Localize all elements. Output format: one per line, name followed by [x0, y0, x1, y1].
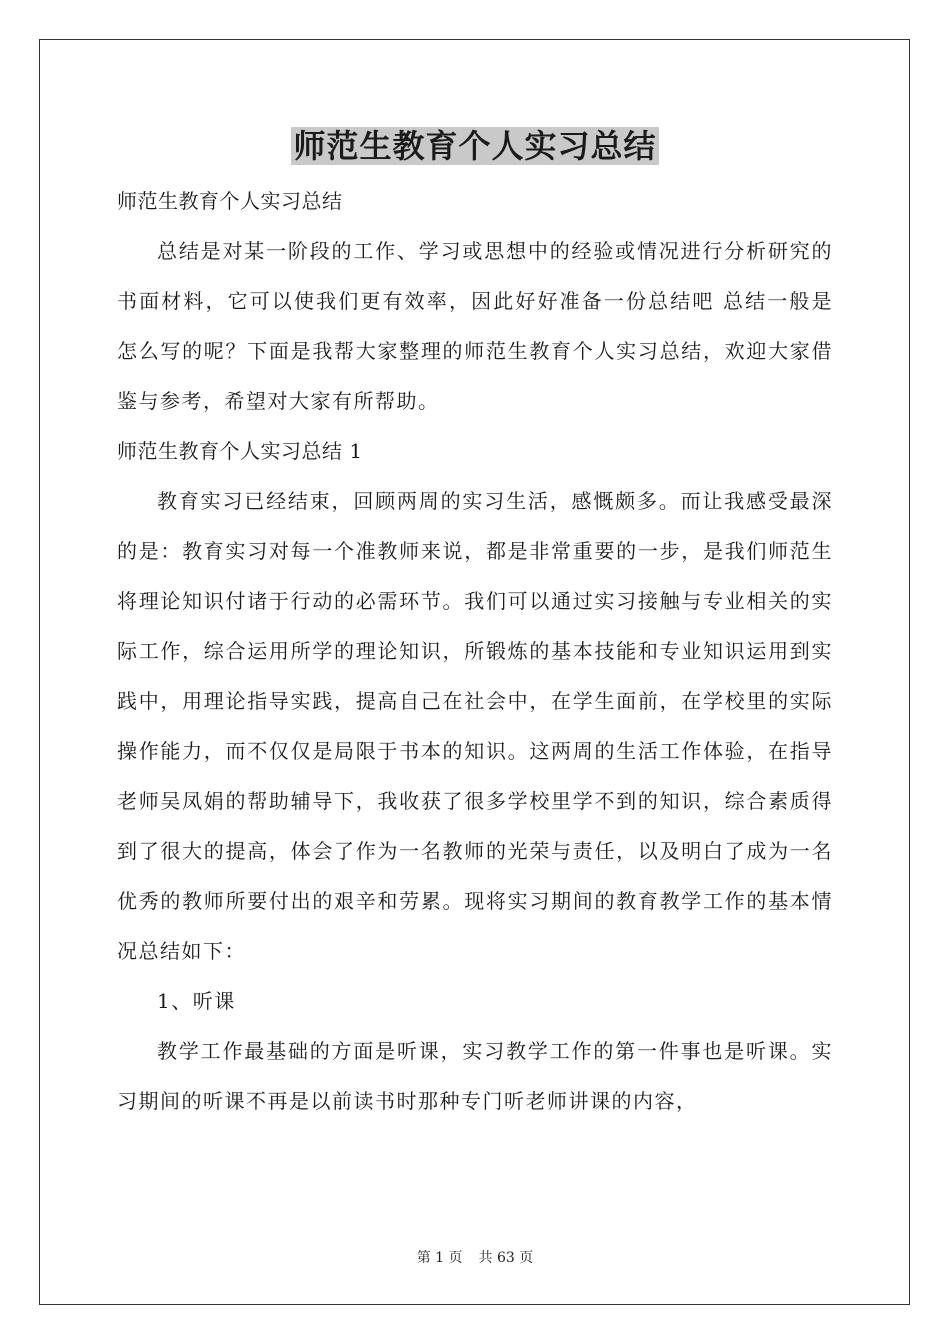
page-number: 第 1 页 — [416, 1250, 463, 1266]
item-paragraph: 教学工作最基础的方面是听课，实习教学工作的第一件事也是听课。实习期间的听课不再是以前读书时那种专门听老师讲课的内容， — [117, 1039, 833, 1113]
section-heading: 师范生教育个人实习总结 1 — [117, 439, 363, 463]
page-footer — [0, 1247, 950, 1267]
intro-paragraph: 总结是对某一阶段的工作、学习或思想中的经验或情况进行分析研究的书面材料，它可以使我们更有效率，因此好好准备一份总结吧 总结一般是怎么写的呢？下面是我帮大家整理的师范生教育个人实习总结，欢迎大家借鉴与参考，希望对大家有所帮助。 — [117, 239, 833, 413]
item-heading: 1、听课 — [157, 989, 236, 1013]
page-total: 共 63 页 — [478, 1250, 534, 1266]
document-title — [0, 124, 950, 168]
document-body — [117, 176, 833, 1126]
document-title-text: 师范生教育个人实习总结 — [293, 127, 657, 165]
document-subtitle: 师范生教育个人实习总结 — [117, 189, 343, 213]
section-paragraph: 教育实习已经结束，回顾两周的实习生活，感慨颇多。而让我感受最深的是：教育实习对每一个准教师来说，都是非常重要的一步，是我们师范生将理论知识付诸于行动的必需环节。我们可以通过实习接触与专业相关的实际工作，综合运用所学的理论知识，所锻炼的基本技能和专业知识运用到实践中，用理论指导实践，提高自己在社会中，在学生面前，在学校里的实际操作能力，而不仅仅是局限于书本的知识。这两周的生活工作体验，在指导老师吴凤娟的帮助辅导下，我收获了很多学校里学不到的知识，综合素质得到了很大的提高，体会了作为一名教师的光荣与责任，以及明白了成为一名优秀的教师所要付出的艰辛和劳累。现将实习期间的教育教学工作的基本情 况总结如下： — [117, 489, 833, 963]
